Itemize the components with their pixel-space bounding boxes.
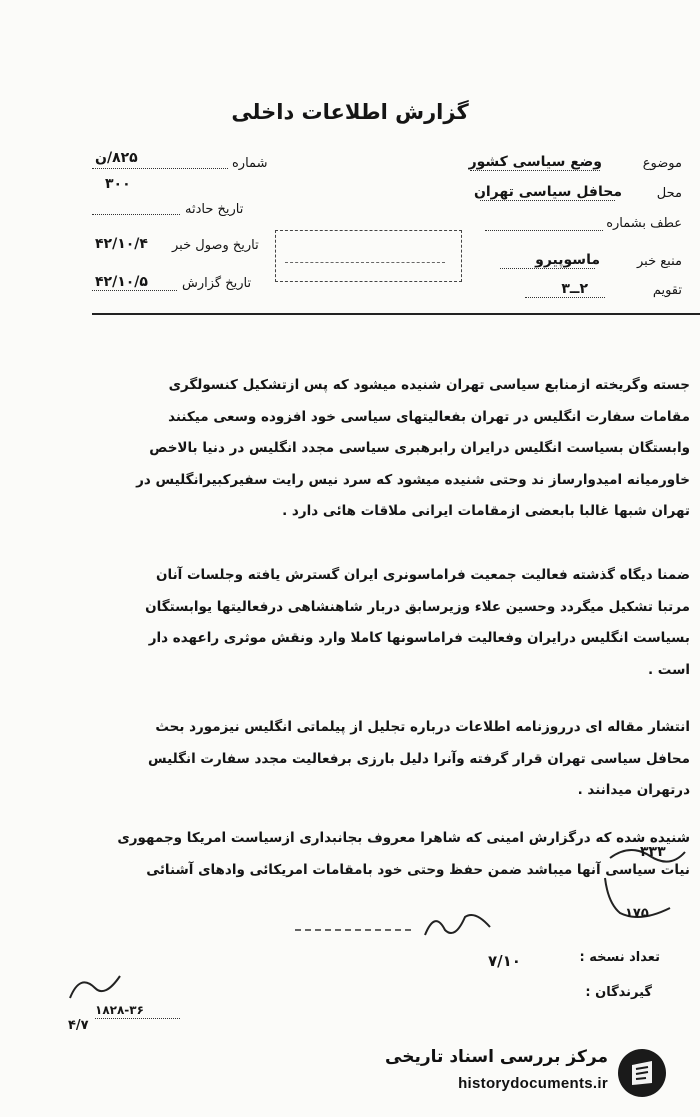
evaluation-value: ۲ــ۳ [561, 281, 588, 297]
event-date-dotline [92, 214, 180, 215]
signature-scribble-icon [295, 905, 495, 945]
place-label: محل [656, 186, 682, 201]
paragraph-line: انتشار مقاله ای درروزنامه اطلاعات درباره تجلیل از پیلماتی انگلیس نیزمورد بحث [155, 719, 690, 735]
number-dotline [92, 168, 228, 169]
paragraph-1 [92, 370, 690, 528]
report-date-dotline [92, 290, 177, 291]
copies-value: ۷/۱۰ [488, 952, 521, 970]
watermark [370, 1041, 680, 1103]
source-label: منبع خبر [637, 254, 682, 269]
paragraph-3 [92, 712, 690, 807]
paragraph-line: شنیده شده که درگزارش امینی که شاهرا معروف بجانبداری ازسیاست امریکا وجمهوری [117, 830, 690, 846]
paragraph-line: بسیاست انگلیس درایران وفعالیت فراماسونها کاملا وارد ونقش موثری راعهده دار [148, 630, 690, 646]
margin-note-bottom: ۱۷۵ [625, 906, 649, 921]
report-date-value: ۴۲/۱۰/۵ [95, 274, 148, 290]
place-value: محافل سیاسی تهران [473, 184, 622, 200]
evaluation-label: تقویم [652, 283, 682, 298]
number-sub: ۳۰۰ [105, 176, 131, 192]
paragraph-line: تهران شبها غالبا بابعضی ازمقامات ایرانی ملاقات هائی دارد . [282, 503, 690, 519]
paragraph-line: محافل سیاسی تهران قرار گرفته وآنرا دلیل بارزی برفعالیت مجدد سفارت انگلیس [148, 750, 690, 767]
signature [295, 905, 495, 949]
place-dotline [480, 200, 615, 201]
attachment-label: عطف بشماره [606, 216, 682, 231]
subject-dotline [470, 170, 600, 171]
paragraph-line: خاورمیانه امیدوارساز ند وحتی شنیده میشود که سرد نیس رایت سفیرکبیرانگلیس در [136, 471, 690, 488]
redaction-stamp-line [285, 262, 445, 263]
number-label: شماره [232, 156, 268, 171]
source-value: ماسوپیرو [535, 252, 600, 268]
watermark-url[interactable]: historydocuments.ir [458, 1075, 608, 1092]
archive-logo-icon [618, 1049, 666, 1097]
paragraph-line: مرتبا تشکیل میگردد وحسین علاء وزیرسابق دربار شاهنشاهی درفعالیتها یوابستگان [145, 598, 690, 615]
attachment-dotline [485, 230, 603, 231]
recipients-label: گیرندگان : [585, 985, 652, 1000]
paragraph-line: ضمنا دیگاه گذشته فعالیت جمعیت فراماسونری ایران گسترش یافته وجلسات آنان [156, 567, 690, 583]
paragraph-line: نیات سیاسی آنها میباشد ضمن حفظ وحتی خود بامقامات امریکائی وادهای آشنائی [146, 861, 690, 878]
received-date-value: ۴۲/۱۰/۴ [95, 236, 148, 252]
evaluation-dotline [525, 297, 605, 298]
paragraph-2 [92, 560, 690, 686]
report-date-label: تاریخ گزارش [182, 276, 252, 291]
paragraph-line: وابستگان بسیاست انگلیس درایران رابرهبری سیاسی مجدد انگلیس در دنیا بالاخص [149, 440, 690, 456]
paragraph-line: درتهران میدانند . [577, 782, 690, 798]
archive-page: ۴/۷ [68, 1018, 89, 1033]
event-date-label: تاریخ حادثه [185, 202, 244, 217]
number-value: ۸۲۵/ن [95, 150, 138, 166]
received-date-label: تاریخ وصول خبر [172, 238, 259, 253]
subject-value: وضع سیاسی کشور [468, 154, 602, 170]
watermark-org-name: مرکز بررسی اسناد تاریخی [385, 1047, 608, 1067]
redaction-stamp-box [275, 230, 462, 282]
archive-dotline [95, 1018, 180, 1019]
source-dotline [500, 268, 595, 269]
paragraph-line: مقامات سفارت انگلیس در تهران بفعالیتهای سیاسی خود افزوده وسعی میکنند [168, 408, 690, 425]
subject-field [643, 156, 682, 171]
document-title: گزارش اطلاعات داخلی [231, 100, 469, 124]
paragraph-line: است . [647, 661, 690, 678]
margin-note-top: ۳۳۳ [640, 844, 666, 860]
archive-number: ۱۸۲۸-۳۶ [95, 1003, 144, 1017]
subject-label: موضوع [642, 156, 682, 171]
copies-label: تعداد نسخه : [579, 950, 660, 965]
header-divider [92, 313, 700, 315]
initials-scribble-icon [60, 968, 130, 1008]
paragraph-line: جسته وگریخته ازمنابع سیاسی تهران شنیده میشود که پس ازتشکیل کنسولگری [168, 377, 690, 393]
